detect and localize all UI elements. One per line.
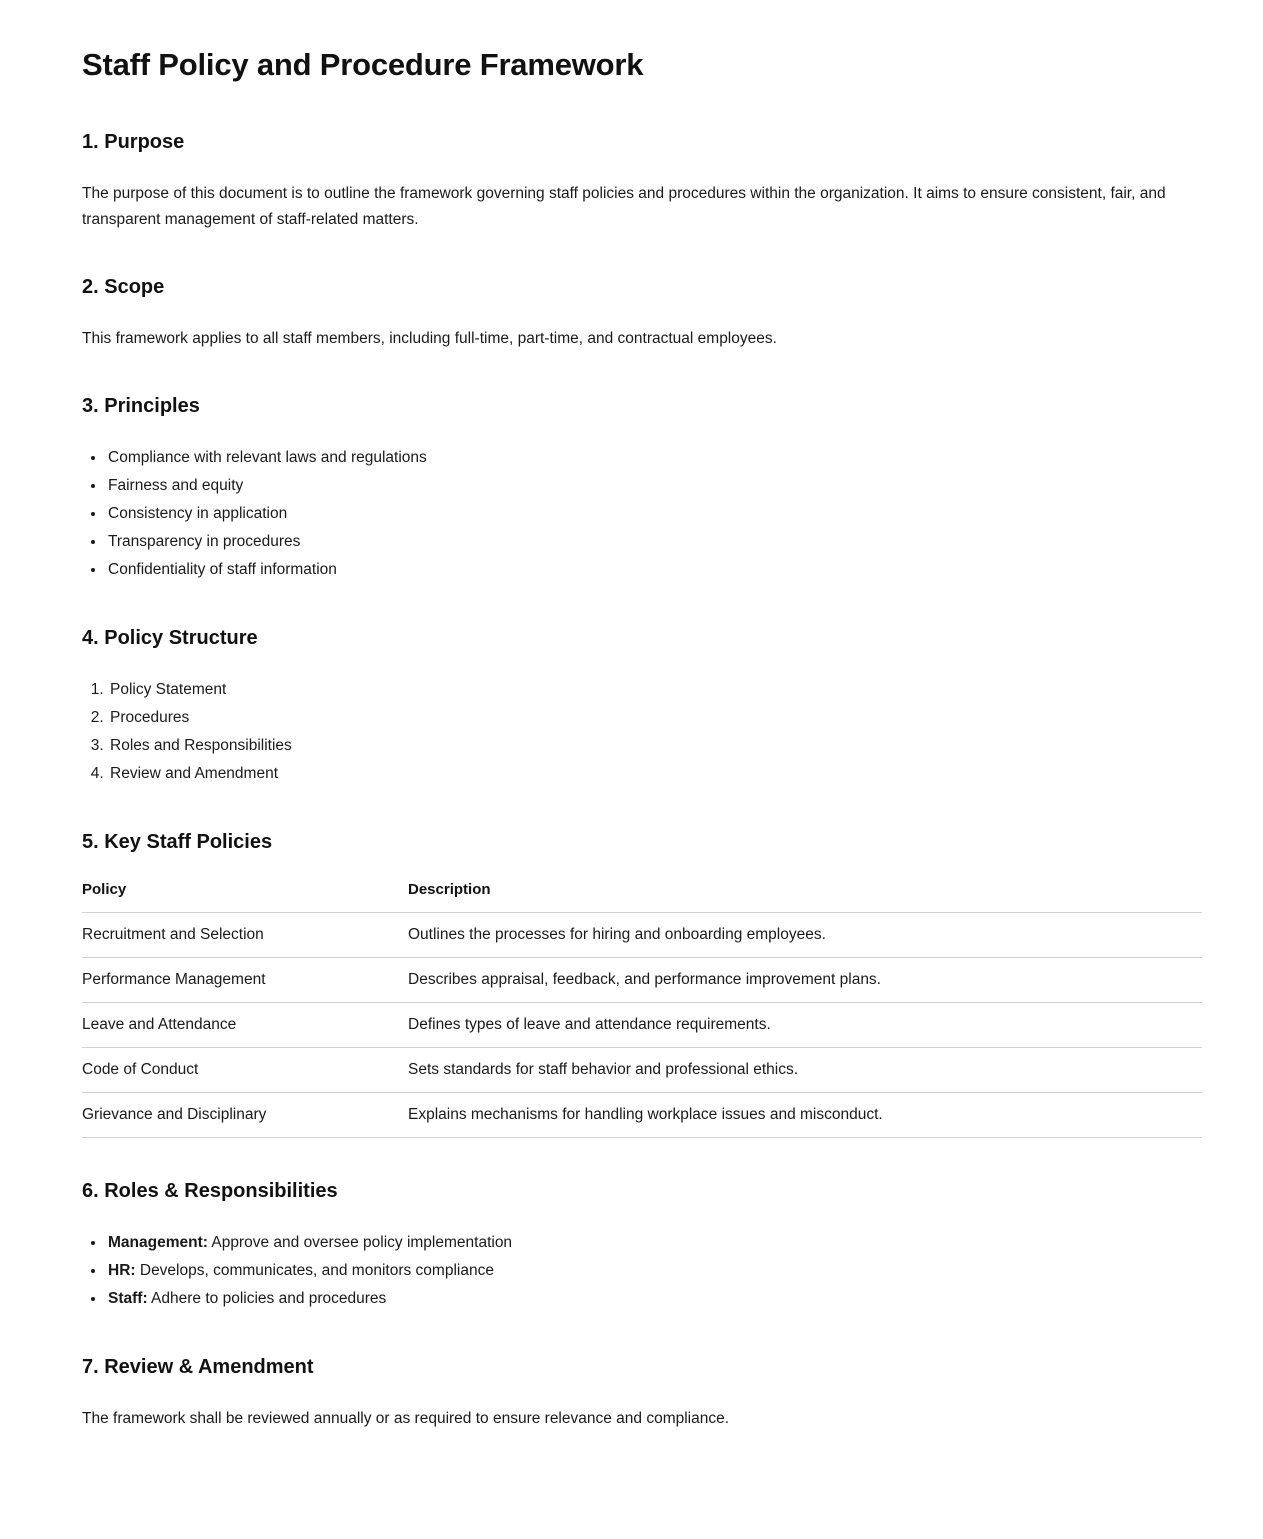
column-header-policy: Policy bbox=[82, 881, 408, 913]
list-item: • Consistency in application bbox=[106, 501, 1181, 527]
section-heading-policy-structure: 4. Policy Structure bbox=[82, 626, 258, 649]
role-text: Approve and oversee policy implementation bbox=[207, 1234, 513, 1251]
table-header-row bbox=[82, 881, 1202, 913]
cell-description: Explains mechanisms for handling workplace issues and misconduct. bbox=[408, 1093, 1202, 1138]
section-spacer bbox=[82, 585, 1181, 625]
list-item: • Compliance with relevant laws and regulations bbox=[106, 445, 1181, 471]
table-row bbox=[82, 913, 1202, 958]
section-purpose bbox=[82, 129, 1181, 234]
principles-list bbox=[82, 445, 1181, 583]
section-review-amendment bbox=[82, 1354, 1181, 1433]
cell-policy: Performance Management bbox=[82, 958, 408, 1003]
cell-policy: Recruitment and Selection bbox=[82, 913, 408, 958]
review-amendment-paragraph: The framework shall be reviewed annually or as required to ensure relevance and compliance. bbox=[82, 1410, 730, 1428]
cell-description: Defines types of leave and attendance requirements. bbox=[408, 1003, 1202, 1048]
scope-paragraph: This framework applies to all staff members, including full-time, part-time, and contractual employees. bbox=[82, 330, 777, 348]
section-spacer bbox=[82, 789, 1181, 829]
section-spacer bbox=[82, 1314, 1181, 1354]
list-item bbox=[106, 1258, 1181, 1284]
section-spacer bbox=[82, 1138, 1181, 1178]
table-row bbox=[82, 1048, 1202, 1093]
purpose-paragraph: The purpose of this document is to outline the framework governing staff policies and procedures within the organization. It aims to ensure consistent, fair, and transparent management of staff-related matters. bbox=[82, 184, 1166, 229]
table-row bbox=[82, 1093, 1202, 1138]
list-item: • Confidentiality of staff information bbox=[106, 557, 1181, 583]
section-policy-structure bbox=[82, 625, 1181, 787]
list-item: 3. Roles and Responsibilities bbox=[108, 733, 1181, 759]
list-item: 1. Policy Statement bbox=[108, 677, 1181, 703]
cell-policy: Grievance and Disciplinary bbox=[82, 1093, 408, 1138]
list-item: 2. Procedures bbox=[108, 705, 1181, 731]
page-title: Staff Policy and Procedure Framework bbox=[82, 47, 644, 82]
section-spacer bbox=[82, 234, 1181, 274]
section-roles-responsibilities bbox=[82, 1178, 1181, 1312]
role-label: Staff: bbox=[108, 1290, 148, 1308]
section-scope bbox=[82, 274, 1181, 353]
section-key-staff-policies bbox=[82, 829, 1181, 1138]
policy-structure-list bbox=[82, 677, 1181, 787]
section-heading-review-amendment: 7. Review & Amendment bbox=[82, 1356, 314, 1379]
section-heading-key-staff-policies: 5. Key Staff Policies bbox=[82, 831, 273, 853]
cell-description: Describes appraisal, feedback, and performance improvement plans. bbox=[408, 958, 1202, 1003]
list-item: • Transparency in procedures bbox=[106, 529, 1181, 555]
roles-responsibilities-list bbox=[82, 1230, 1181, 1312]
section-heading-roles-responsibilities: 6. Roles & Responsibilities bbox=[82, 1180, 338, 1202]
key-staff-policies-table bbox=[82, 881, 1202, 1138]
section-principles bbox=[82, 393, 1181, 583]
cell-description: Outlines the processes for hiring and onboarding employees. bbox=[408, 913, 1202, 958]
column-header-description: Description bbox=[408, 881, 1202, 913]
list-item bbox=[106, 1286, 1181, 1312]
section-heading-scope: 2. Scope bbox=[82, 276, 165, 299]
list-item: 4. Review and Amendment bbox=[108, 761, 1181, 787]
table-row bbox=[82, 1003, 1202, 1048]
cell-description: Sets standards for staff behavior and professional ethics. bbox=[408, 1048, 1202, 1093]
table-header bbox=[82, 881, 1202, 913]
list-item: • Fairness and equity bbox=[106, 473, 1181, 499]
section-heading-purpose: 1. Purpose bbox=[82, 130, 185, 153]
cell-policy: Code of Conduct bbox=[82, 1048, 408, 1093]
table-row bbox=[82, 958, 1202, 1003]
list-item bbox=[106, 1230, 1181, 1256]
role-label: HR: bbox=[108, 1262, 136, 1280]
role-label: Management: bbox=[108, 1234, 208, 1251]
cell-policy: Leave and Attendance bbox=[82, 1003, 408, 1048]
section-spacer bbox=[82, 353, 1181, 393]
table-body bbox=[82, 913, 1202, 1138]
section-heading-principles: 3. Principles bbox=[82, 394, 200, 417]
role-text: Develops, communicates, and monitors compliance bbox=[135, 1262, 494, 1280]
role-text: Adhere to policies and procedures bbox=[147, 1290, 387, 1308]
